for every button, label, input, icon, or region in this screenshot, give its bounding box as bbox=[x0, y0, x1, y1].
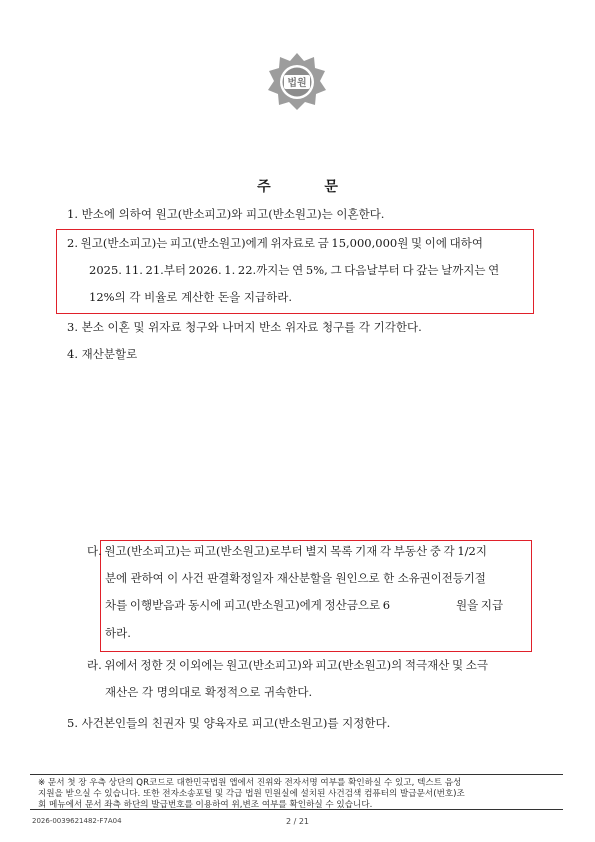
item-2-line-2: 2025. 11. 21.부터 2026. 1. 22.까지는 연 5%, 그 다음날부터 다 갚는 날까지는 연 bbox=[89, 263, 500, 277]
page-number: 2 / 21 bbox=[285, 817, 310, 826]
footer-line-1: ※ 문서 첫 장 우측 상단의 QR코드로 대한민국법원 앱에서 진위와 전자서명 여부를 확인하실 수 있고, 텍스트 음성 bbox=[38, 778, 462, 788]
item-2-line-1: 2. 원고(반소피고)는 피고(반소원고)에게 위자료로 금 15,000,000원 및 이에 대하여 bbox=[67, 236, 483, 250]
item-ra-line-1: 라. 위에서 정한 것 이외에는 원고(반소피고)와 피고(반소원고)의 적극재산 및 소극 bbox=[87, 658, 488, 672]
title-char-1: 주 bbox=[257, 179, 271, 195]
item-4: 4. 재산분할로 bbox=[67, 347, 138, 361]
item-1: 1. 반소에 의하여 원고(반소피고)와 피고(반소원고)는 이혼한다. bbox=[67, 207, 385, 221]
document-issue-number: 2026-0039621482-F7A04 bbox=[32, 817, 122, 825]
item-5: 5. 사건본인들의 친권자 및 양육자로 피고(반소원고)를 지정한다. bbox=[67, 716, 391, 730]
seal-text: 법원 bbox=[287, 78, 307, 89]
court-seal-logo bbox=[266, 51, 328, 113]
footer-line-3: 회 메뉴에서 문서 좌측 하단의 발급번호를 이용하여 위,변조 여부를 확인하실 수 있습니다. bbox=[38, 800, 373, 810]
item-3: 3. 본소 이혼 및 위자료 청구와 나머지 반소 위자료 청구를 각 기각한다. bbox=[67, 320, 422, 334]
item-da-line-4: 하라. bbox=[105, 626, 131, 640]
item-da-line-1: 다. 원고(반소피고)는 피고(반소원고)로부터 별지 목록 기재 각 부동산 중 각 1/2지 bbox=[87, 544, 487, 558]
item-da-line-3b: 원을 지급 bbox=[456, 598, 504, 612]
item-da-line-3a: 차를 이행받음과 동시에 피고(반소원고)에게 정산금으로 6 bbox=[105, 598, 391, 612]
item-2-line-3: 12%의 각 비율로 계산한 돈을 지급하라. bbox=[89, 290, 293, 304]
item-da-line-2: 분에 관하여 이 사건 판결확정일자 재산분할을 원인으로 한 소유권이전등기절 bbox=[105, 571, 486, 585]
title-char-2: 문 bbox=[324, 179, 338, 195]
ruling-title bbox=[0, 176, 595, 196]
footer-line-2: 지원을 받으실 수 있습니다. 또한 전자소송포털 및 각급 법원 민원실에 설치된 사건검색 컴퓨터의 발급문서(번호)조 bbox=[38, 789, 465, 799]
item-ra-line-2: 재산은 각 명의대로 확정적으로 귀속한다. bbox=[105, 685, 313, 699]
